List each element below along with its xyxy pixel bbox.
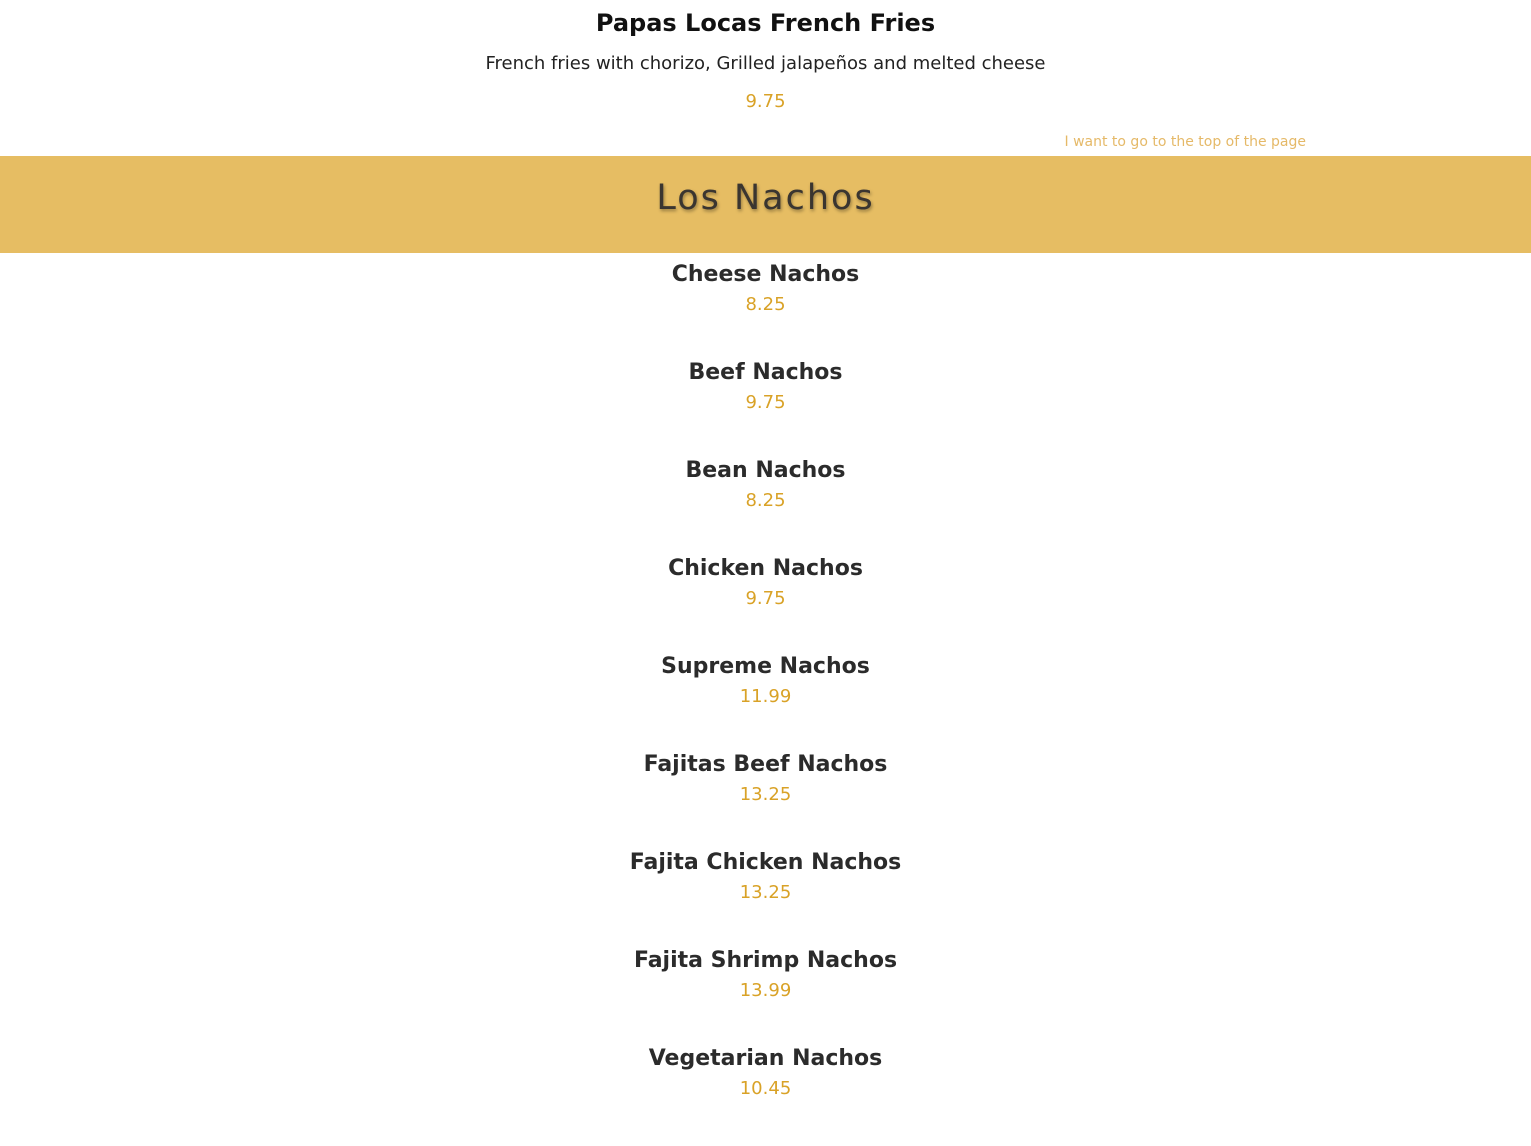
menu-item: [0, 944, 1531, 1042]
menu-items-list: [0, 258, 1531, 1140]
menu-item-name: Beef Nachos: [688, 360, 843, 385]
menu-item-price: 11.99: [739, 686, 792, 707]
menu-item-price: 10.45: [739, 1078, 792, 1099]
menu-item: [0, 454, 1531, 552]
menu-item: [0, 258, 1531, 356]
menu-item: [0, 1042, 1531, 1140]
menu-item-price: 13.99: [739, 980, 792, 1001]
menu-item: [0, 846, 1531, 944]
menu-item-name: Chicken Nachos: [668, 556, 863, 581]
previous-item-price: 9.75: [745, 91, 786, 112]
menu-item-name: Fajita Shrimp Nachos: [633, 948, 898, 973]
menu-item-name: Fajitas Beef Nachos: [643, 752, 888, 777]
menu-item: [0, 356, 1531, 454]
menu-item-name: Supreme Nachos: [661, 654, 870, 679]
menu-item-name: Fajita Chicken Nachos: [629, 850, 902, 875]
menu-item-name: Vegetarian Nachos: [648, 1046, 883, 1071]
menu-item-name: Cheese Nachos: [671, 262, 860, 287]
section-title: Los Nachos: [656, 178, 875, 218]
menu-item: [0, 552, 1531, 650]
previous-item-description: French fries with chorizo, Grilled jalapeños and melted cheese: [485, 53, 1046, 74]
menu-item-name: Bean Nachos: [685, 458, 846, 483]
previous-item-name: Papas Locas French Fries: [595, 9, 936, 37]
menu-item-price: 8.25: [745, 294, 786, 315]
menu-item-price: 13.25: [739, 882, 792, 903]
menu-item: [0, 748, 1531, 846]
menu-item-price: 9.75: [745, 392, 786, 413]
menu-item: [0, 650, 1531, 748]
back-to-top-link[interactable]: I want to go to the top of the page: [1064, 134, 1306, 150]
menu-item-price: 8.25: [745, 490, 786, 511]
menu-item-price: 9.75: [745, 588, 786, 609]
menu-item-price: 13.25: [739, 784, 792, 805]
